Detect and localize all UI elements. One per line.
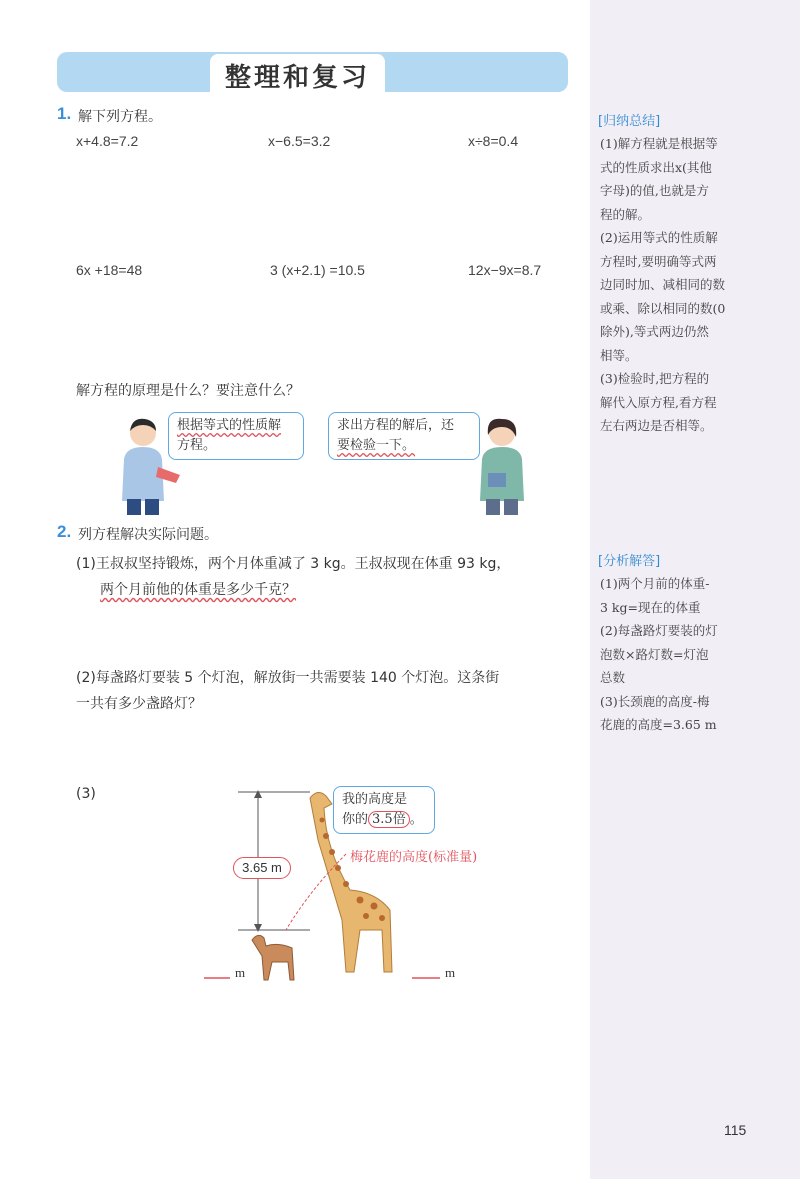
analysis-line: (2)每盏路灯要装的灯	[600, 623, 718, 638]
problem-3-label: (3)	[76, 786, 96, 802]
question-1-prompt: 解下列方程。	[78, 109, 162, 125]
analysis-line: 3 kg=现在的体重	[600, 599, 701, 615]
summary-line: 左右两边是否相等。	[600, 418, 713, 433]
analysis-line: 总数	[600, 670, 626, 685]
principle-question: 解方程的原理是什么？要注意什么？	[76, 383, 300, 399]
equation-2: x−6.5=3.2	[268, 133, 331, 149]
boy-speech-bubble	[168, 412, 304, 460]
summary-line: 字母)的值,也就是方	[600, 183, 709, 198]
summary-line: 程的解。	[600, 206, 651, 222]
summary-line: 或乘、除以相同的数(0	[600, 300, 726, 316]
unit-left: m	[235, 965, 246, 980]
unit-right: m	[445, 965, 456, 980]
equation-6: 12x−9x=8.7	[468, 262, 542, 278]
question-2-prompt: 列方程解决实际问题。	[78, 527, 218, 543]
giraffe-bubble-value: 3.5倍	[368, 811, 410, 828]
problem-1-line-1: (1)王叔叔坚持锻炼，两个月体重减了 3 kg。王叔叔现在体重 93 kg，	[76, 556, 511, 572]
page-title: 整理和复习	[224, 63, 370, 93]
girl-illustration	[474, 415, 534, 515]
analysis-line: 泡数×路灯数=灯泡	[600, 646, 709, 662]
equation-4: 6x +18=48	[76, 262, 143, 278]
giraffe-bubble-prefix: 你的	[342, 812, 369, 827]
height-label: 3.65 m	[233, 857, 291, 879]
summary-line: 方程时,要明确等式两	[600, 253, 717, 269]
equation-1: x+4.8=7.2	[76, 133, 139, 149]
problem-1-line-2	[76, 577, 586, 603]
summary-line: 式的性质求出x(其他	[600, 159, 712, 175]
problem-2-line-1: (2)每盏路灯要装 5 个灯泡，解放街一共需要装 140 个灯泡。这条街	[76, 670, 500, 686]
analysis-line: (1)两个月前的体重-	[600, 576, 710, 591]
girl-speech-bubble	[328, 412, 480, 460]
page-number: 115	[724, 1122, 747, 1138]
boy-bubble-line-2: 方程。	[177, 438, 217, 453]
girl-bubble-line-1: 求出方程的解后，还	[337, 418, 455, 433]
summary-line: (2)运用等式的性质解	[600, 230, 718, 245]
giraffe-bubble-suffix: 。	[409, 812, 423, 827]
girl-bubble-line-2: 要检验一下。	[337, 438, 416, 453]
analysis-heading: [分析解答]	[598, 554, 661, 569]
problem-2-line-2: 一共有多少盏路灯？	[76, 696, 202, 712]
summary-line: (1)解方程就是根据等	[600, 136, 718, 151]
analysis-line: 花鹿的高度=3.65 m	[600, 717, 717, 732]
giraffe-bubble-line-2	[342, 810, 426, 830]
boy-bubble-line-1: 根据等式的性质解	[177, 418, 282, 433]
summary-line: 除外),等式两边仍然	[600, 324, 709, 339]
giraffe-bubble-line-1: 我的高度是	[342, 792, 408, 807]
question-2-number: 2.	[57, 522, 72, 541]
summary-heading: [归纳总结]	[598, 114, 661, 129]
giraffe-speech-bubble	[333, 786, 435, 834]
problem-1-line-2-text: 两个月前他的体重是多少千克？	[100, 582, 296, 598]
equation-3: x÷8=0.4	[468, 133, 519, 149]
problem-1	[76, 551, 586, 603]
analysis-line: (3)长颈鹿的高度-梅	[600, 693, 710, 709]
summary-line: 边同时加、减相同的数	[600, 277, 726, 292]
question-1-number: 1.	[57, 104, 72, 123]
summary-line: 相等。	[600, 347, 638, 363]
equation-5: 3 (x+2.1) =10.5	[270, 262, 365, 278]
summary-line: (3)检验时,把方程的	[600, 371, 710, 386]
summary-line: 解代入原方程,看方程	[600, 394, 717, 410]
summary-text	[600, 132, 788, 438]
problem-2	[76, 665, 586, 717]
deer-caption: 梅花鹿的高度(标准量)	[350, 850, 478, 865]
analysis-text	[600, 572, 788, 737]
